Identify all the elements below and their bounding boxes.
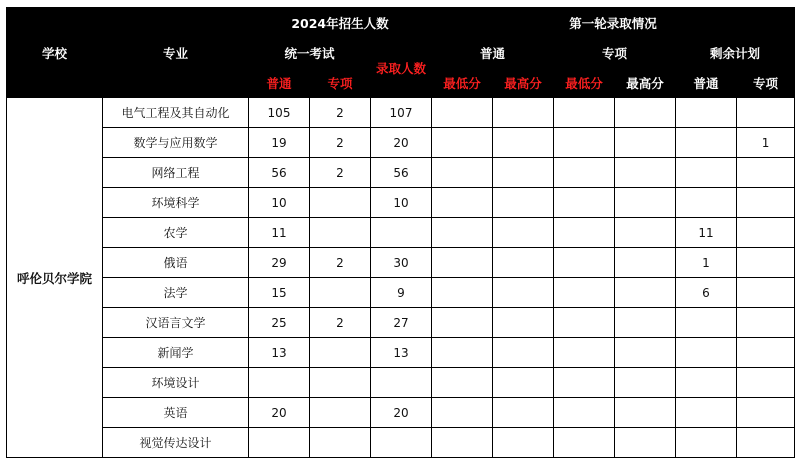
major-cell: 环境科学 xyxy=(103,188,249,218)
general-min-cell xyxy=(432,368,493,398)
general-min-cell xyxy=(432,308,493,338)
special-max-cell xyxy=(615,188,676,218)
admitted-cell xyxy=(371,368,432,398)
admitted-cell: 107 xyxy=(371,98,432,128)
general-max-cell xyxy=(493,278,554,308)
exam-special-cell xyxy=(310,188,371,218)
general-max-cell xyxy=(493,368,554,398)
table-row xyxy=(7,128,795,158)
remaining-special-cell xyxy=(737,338,795,368)
general-max-cell xyxy=(493,128,554,158)
header-remaining-plan: 剩余计划 xyxy=(676,38,795,68)
general-max-cell xyxy=(493,308,554,338)
general-min-cell xyxy=(432,128,493,158)
exam-special-cell xyxy=(310,218,371,248)
admitted-cell: 13 xyxy=(371,338,432,368)
remaining-special-cell xyxy=(737,308,795,338)
special-min-cell xyxy=(554,188,615,218)
table-row xyxy=(7,188,795,218)
major-cell: 农学 xyxy=(103,218,249,248)
exam-general-cell: 11 xyxy=(249,218,310,248)
general-max-cell xyxy=(493,218,554,248)
major-cell: 英语 xyxy=(103,398,249,428)
remaining-special-cell xyxy=(737,278,795,308)
admitted-cell xyxy=(371,218,432,248)
admitted-cell xyxy=(371,428,432,458)
admitted-cell: 20 xyxy=(371,398,432,428)
exam-general-cell: 25 xyxy=(249,308,310,338)
exam-general-cell: 56 xyxy=(249,158,310,188)
major-cell: 网络工程 xyxy=(103,158,249,188)
exam-general-cell: 29 xyxy=(249,248,310,278)
special-max-cell xyxy=(615,218,676,248)
major-cell: 法学 xyxy=(103,278,249,308)
major-cell: 俄语 xyxy=(103,248,249,278)
header-general-min: 最低分 xyxy=(432,68,493,98)
remaining-general-cell xyxy=(676,308,737,338)
general-min-cell xyxy=(432,98,493,128)
major-cell: 数学与应用数学 xyxy=(103,128,249,158)
special-max-cell xyxy=(615,248,676,278)
table-row xyxy=(7,428,795,458)
exam-special-cell: 2 xyxy=(310,248,371,278)
special-min-cell xyxy=(554,338,615,368)
exam-general-cell xyxy=(249,428,310,458)
exam-special-cell xyxy=(310,368,371,398)
general-min-cell xyxy=(432,278,493,308)
general-max-cell xyxy=(493,98,554,128)
special-max-cell xyxy=(615,278,676,308)
header-remaining-special: 专项 xyxy=(737,68,795,98)
exam-general-cell: 20 xyxy=(249,398,310,428)
special-max-cell xyxy=(615,368,676,398)
table-row xyxy=(7,338,795,368)
remaining-general-cell xyxy=(676,188,737,218)
school-name-cell: 呼伦贝尔学院 xyxy=(7,98,103,458)
remaining-special-cell xyxy=(737,398,795,428)
general-min-cell xyxy=(432,158,493,188)
table-row xyxy=(7,218,795,248)
remaining-special-cell: 1 xyxy=(737,128,795,158)
general-min-cell xyxy=(432,188,493,218)
exam-general-cell: 15 xyxy=(249,278,310,308)
special-max-cell xyxy=(615,428,676,458)
special-max-cell xyxy=(615,128,676,158)
remaining-general-cell xyxy=(676,428,737,458)
special-max-cell xyxy=(615,308,676,338)
table-row xyxy=(7,158,795,188)
remaining-general-cell: 11 xyxy=(676,218,737,248)
header-exam-general: 普通 xyxy=(249,68,310,98)
general-max-cell xyxy=(493,188,554,218)
remaining-special-cell xyxy=(737,98,795,128)
table-row xyxy=(7,278,795,308)
remaining-general-cell xyxy=(676,338,737,368)
admitted-cell: 9 xyxy=(371,278,432,308)
remaining-general-cell xyxy=(676,368,737,398)
special-min-cell xyxy=(554,98,615,128)
table-header xyxy=(7,8,795,98)
admitted-cell: 10 xyxy=(371,188,432,218)
remaining-special-cell xyxy=(737,158,795,188)
table-row xyxy=(7,368,795,398)
remaining-general-cell: 6 xyxy=(676,278,737,308)
major-cell: 电气工程及其自动化 xyxy=(103,98,249,128)
general-max-cell xyxy=(493,398,554,428)
remaining-general-cell xyxy=(676,398,737,428)
table-row xyxy=(7,308,795,338)
special-min-cell xyxy=(554,308,615,338)
special-max-cell xyxy=(615,158,676,188)
exam-special-cell xyxy=(310,278,371,308)
special-max-cell xyxy=(615,98,676,128)
table-row xyxy=(7,248,795,278)
header-major: 专业 xyxy=(103,8,249,98)
remaining-special-cell xyxy=(737,188,795,218)
exam-general-cell: 13 xyxy=(249,338,310,368)
exam-special-cell: 2 xyxy=(310,158,371,188)
exam-general-cell: 10 xyxy=(249,188,310,218)
admitted-cell: 56 xyxy=(371,158,432,188)
table-row xyxy=(7,398,795,428)
remaining-special-cell xyxy=(737,248,795,278)
major-cell: 新闻学 xyxy=(103,338,249,368)
general-max-cell xyxy=(493,248,554,278)
exam-special-cell: 2 xyxy=(310,128,371,158)
header-special-min: 最低分 xyxy=(554,68,615,98)
exam-general-cell: 105 xyxy=(249,98,310,128)
header-exam-special: 专项 xyxy=(310,68,371,98)
header-round1: 第一轮录取情况 xyxy=(432,8,795,38)
general-max-cell xyxy=(493,338,554,368)
general-max-cell xyxy=(493,428,554,458)
header-admitted-count: 录取人数 xyxy=(371,38,432,98)
special-min-cell xyxy=(554,278,615,308)
general-min-cell xyxy=(432,338,493,368)
header-school: 学校 xyxy=(7,8,103,98)
header-round1-general: 普通 xyxy=(432,38,554,68)
special-min-cell xyxy=(554,398,615,428)
general-min-cell xyxy=(432,218,493,248)
admission-table xyxy=(6,7,795,458)
special-min-cell xyxy=(554,218,615,248)
header-round1-special: 专项 xyxy=(554,38,676,68)
remaining-general-cell xyxy=(676,128,737,158)
admitted-cell: 27 xyxy=(371,308,432,338)
general-min-cell xyxy=(432,428,493,458)
special-min-cell xyxy=(554,368,615,398)
general-max-cell xyxy=(493,158,554,188)
exam-general-cell xyxy=(249,368,310,398)
exam-special-cell: 2 xyxy=(310,308,371,338)
general-min-cell xyxy=(432,398,493,428)
special-min-cell xyxy=(554,158,615,188)
admitted-cell: 20 xyxy=(371,128,432,158)
header-unified-exam: 统一考试 xyxy=(249,38,371,68)
header-special-max: 最高分 xyxy=(615,68,676,98)
admitted-cell: 30 xyxy=(371,248,432,278)
exam-general-cell: 19 xyxy=(249,128,310,158)
exam-special-cell xyxy=(310,428,371,458)
special-min-cell xyxy=(554,428,615,458)
header-plan-2024: 2024年招生人数 xyxy=(249,8,432,38)
major-cell: 视觉传达设计 xyxy=(103,428,249,458)
remaining-special-cell xyxy=(737,368,795,398)
special-max-cell xyxy=(615,338,676,368)
special-max-cell xyxy=(615,398,676,428)
major-cell: 汉语言文学 xyxy=(103,308,249,338)
major-cell: 环境设计 xyxy=(103,368,249,398)
table-body xyxy=(7,98,795,458)
general-min-cell xyxy=(432,248,493,278)
special-min-cell xyxy=(554,248,615,278)
remaining-special-cell xyxy=(737,218,795,248)
remaining-general-cell xyxy=(676,158,737,188)
remaining-special-cell xyxy=(737,428,795,458)
exam-special-cell: 2 xyxy=(310,98,371,128)
header-general-max: 最高分 xyxy=(493,68,554,98)
exam-special-cell xyxy=(310,398,371,428)
header-remaining-general: 普通 xyxy=(676,68,737,98)
remaining-general-cell xyxy=(676,98,737,128)
special-min-cell xyxy=(554,128,615,158)
exam-special-cell xyxy=(310,338,371,368)
remaining-general-cell: 1 xyxy=(676,248,737,278)
table-row xyxy=(7,98,795,128)
